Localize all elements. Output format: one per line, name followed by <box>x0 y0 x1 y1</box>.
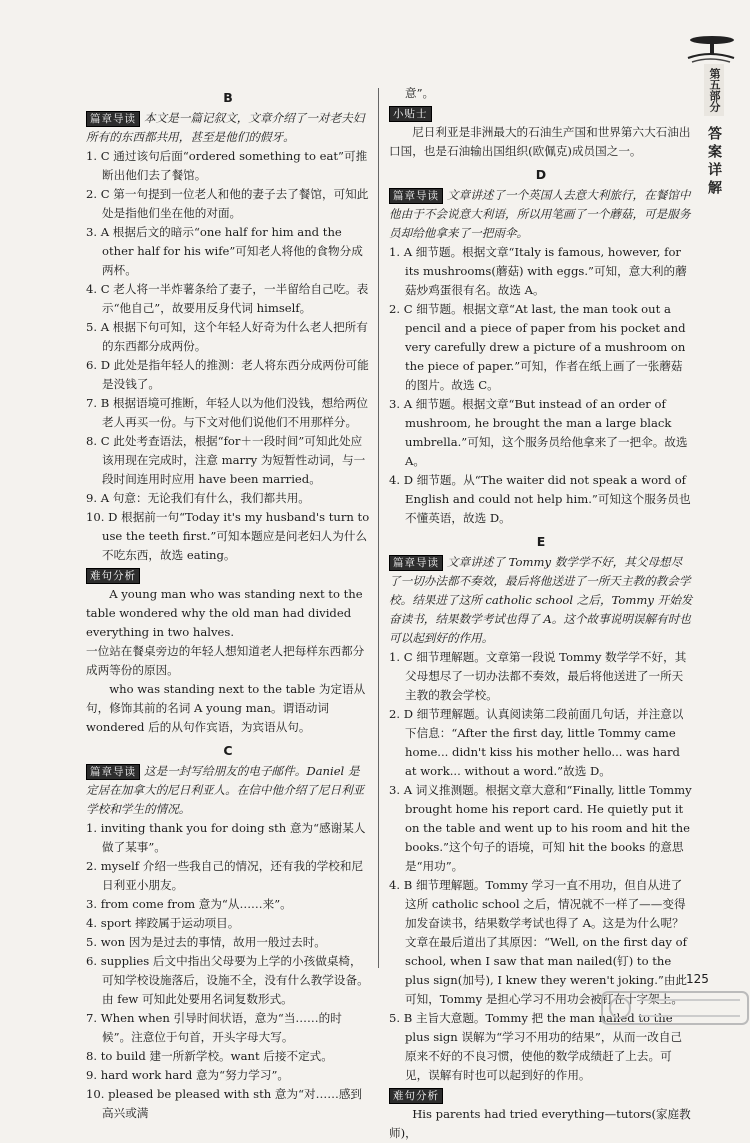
answer-item: 5. B 主旨大意题。Tommy 把 the man nailed to the plus sign 误解为“学习不用功的结果”，从而一改自己原来不好的不良习惯，使他的数学成绩赶了上去。可见，误解有时也可以起到好的作用。 <box>389 1011 683 1082</box>
answer-item: 9. A 句意：无论我们有什么，我们都共用。 <box>86 491 310 505</box>
tag-reading-guide: 篇章导读 <box>389 188 443 204</box>
sidebar-title: 答案详解 <box>706 126 722 198</box>
tag-reading-guide: 篇章导读 <box>86 111 140 127</box>
left-column <box>86 84 370 1123</box>
intro-text: 本文是一篇记叙文，文章介绍了一对老夫妇所有的东西都共用，甚至是他们的假牙。 <box>86 111 365 144</box>
intro-text: 文章讲述了 Tommy 数学学不好，其父母想尽了一切办法都不奏效，最后将他送进了一所天主教的教会学校。结果进了这所 catholic school 之后，Tommy 开始发奋读书，结果数学考试也得了 A。这个故事说明误解有时也可以起到好的作用。 <box>389 555 693 645</box>
analysis-translation: 一位站在餐桌旁边的年轻人想知道老人把每样东西都分成两等份的原因。 <box>86 644 365 677</box>
answer-item: 7. B 根据语境可推断，年轻人以为他们没钱，想给两位老人再买一份。与下文对他们说他们不用那样分。 <box>86 396 369 429</box>
answer-item: 4. C 老人将一半炸薯条给了妻子，一半留给自己吃。表示“他自己”，故要用反身代词 himself。 <box>86 282 369 315</box>
analysis-explanation: who was standing next to the table 为定语从句，修饰其前的名词 A young man。谓语动词 wondered 后的从句作宾语，为宾语从句。 <box>86 682 366 734</box>
section-b-intro <box>86 109 370 147</box>
answer-item: 8. C 此处考查语法，根据“for＋一段时间”可知此处应该用现在完成时，注意 marry 为短暂性动词，与一段时间连用时应用 have been married。 <box>86 434 366 486</box>
sidebar <box>704 64 728 198</box>
answer-item: 4. B 细节理解题。Tommy 学习一直不用功，但自从进了这所 catholic school 之后，情况就不一样了——变得加发奋读书，结果数学考试也得了 A。这是为什么呢？文章在最后道出了其原因：“Well, on the first day of school, when I saw that man nailed(钉) to the plus sign(加号), I knew they weren't joking.”由此可知，Tommy 是担心学习不用功会被钉在十字架上。 <box>389 878 688 1006</box>
answer-item: 9. hard work hard 意为“努力学习”。 <box>86 1068 289 1082</box>
answer-item: 3. A 根据后文的暗示“one half for him and the other half for his wife”可知老人将他的食物分成两杯。 <box>86 225 363 277</box>
answer-item: 2. D 细节理解题。认真阅读第二段前面几句话，并注意以下信息：“After the first day, little Tommy came home... didn't kiss his mother hello... was hard at work... without a word.”故选 D。 <box>389 707 684 778</box>
section-c-answers <box>86 819 370 1123</box>
intro-text: 这是一封写给朋友的电子邮件。Daniel 是定居在加拿大的尼日利亚人。在信中他介绍了尼日利亚学校和学生的情况。 <box>86 764 365 816</box>
answer-item: 2. C 细节题。根据文章“At last, the man took out a pencil and a piece of paper from his pocket and very carefully drew a picture of a mushroom on the piece of paper.”可知，作者在纸上画了一张蘑菇的图片。故选 C。 <box>389 302 686 392</box>
tag-sentence-analysis: 难句分析 <box>86 568 140 584</box>
answer-item: 5. won 因为是过去的事情，故用一般过去时。 <box>86 935 326 949</box>
page-number: 125 <box>686 972 709 986</box>
answer-item: 1. inviting thank you for doing sth 意为“感谢某人做了某事”。 <box>86 821 366 854</box>
section-d-heading: D <box>535 167 547 182</box>
answer-item: 7. When when 引导时间状语，意为“当……的时候”。注意位于句首，开头字母大写。 <box>86 1011 342 1044</box>
tag-sentence-analysis: 难句分析 <box>389 1088 443 1104</box>
answer-item: 8. to build 建一所新学校。want 后接不定式。 <box>86 1049 333 1063</box>
section-b-heading: B <box>223 90 233 105</box>
answer-item: 3. from come from 意为“从……来”。 <box>86 897 292 911</box>
tag-reading-guide: 篇章导读 <box>86 764 140 780</box>
answer-item: 6. supplies 后文中指出父母要为上学的小孩做桌椅，可知学校设施落后，设施不全，没有什么教学设备。由 few 可知此处要用名词复数形式。 <box>86 954 369 1006</box>
column-divider <box>378 88 379 968</box>
analysis-english: A young man who was standing next to the table wondered why the old man had divided everything in two halves. <box>86 587 363 639</box>
section-c-continued: 意”。 <box>405 86 435 100</box>
section-d-intro <box>389 186 693 243</box>
tag-reading-guide: 篇章导读 <box>389 555 443 571</box>
answer-item: 5. A 根据下句可知，这个年轻人好奇为什么老人把所有的东西都分成两份。 <box>86 320 368 353</box>
answer-item: 6. D 此处是指年轻人的推测：老人将东西分成两份可能是没钱了。 <box>86 358 369 391</box>
answer-item: 1. C 细节理解题。文章第一段说 Tommy 数学学不好，其父母想尽了一切办法都不奏效，最后将他送进了一所天主教的教会学校。 <box>389 650 687 702</box>
answer-item: 3. A 词义推测题。根据文章大意和“Finally, little Tommy brought home his report card. He quietly put it on the table and went up to his room and hit the books.”这个句子的语境，可知 hit the books 的意思是“用功”。 <box>389 783 692 873</box>
section-e-heading: E <box>536 534 546 549</box>
answer-item: 3. A 细节题。根据文章“But instead of an order of mushroom, he brought the man a large black umbrella.”可知，这个服务员给他拿来了一把伞。故选 A。 <box>389 397 688 468</box>
section-c-intro <box>86 762 370 819</box>
right-column <box>389 84 693 1143</box>
sidebar-part: 第五部分 <box>704 64 724 116</box>
answer-item: 2. C 第一句提到一位老人和他的妻子去了餐馆，可知此处是指他们坐在他的对面。 <box>86 187 369 220</box>
answer-item: 2. myself 介绍一些我自己的情况，还有我的学校和尼日利亚小朋友。 <box>86 859 364 892</box>
answer-item: 10. pleased be pleased with sth 意为“对……感到高兴或满 <box>86 1087 363 1120</box>
answer-item: 10. D 根据前一句“Today it's my husband's turn to use the teeth first.”可知本题应是问老妇人为什么不吃东西，故选 eating。 <box>86 510 370 562</box>
section-e-intro <box>389 553 693 648</box>
tag-tip: 小贴士 <box>389 106 432 122</box>
answer-item: 4. D 细节题。从“The waiter did not speak a word of English and could not help him.”可知这个服务员也不懂英语，故选 D。 <box>389 473 691 525</box>
watermark-logo-icon <box>600 988 750 1028</box>
intro-text: 文章讲述了一个英国人去意大利旅行，在餐馆中他由于不会说意大利语，所以用笔画了一个蘑菇，可是服务员却给他拿来了一把雨伞。 <box>389 188 691 240</box>
publisher-logo-icon <box>682 30 738 66</box>
tip-text: 尼日利亚是非洲最大的石油生产国和世界第六大石油出口国，也是石油输出国组织(欧佩克)成员国之一。 <box>389 125 691 158</box>
answer-item: 4. sport 摔跤属于运动项目。 <box>86 916 240 930</box>
section-d-answers <box>389 243 693 528</box>
answer-item: 1. C 通过该句后面“ordered something to eat”可推断出他们去了餐馆。 <box>86 149 368 182</box>
analysis-english: His parents had tried everything—tutors(家庭教师)， <box>389 1107 691 1140</box>
section-c-heading: C <box>223 743 233 758</box>
section-b-answers <box>86 147 370 565</box>
answer-item: 1. A 细节题。根据文章“Italy is famous, however, for its mushrooms(蘑菇) with eggs.”可知，意大利的蘑菇炒鸡蛋很有名。故选 A。 <box>389 245 687 297</box>
